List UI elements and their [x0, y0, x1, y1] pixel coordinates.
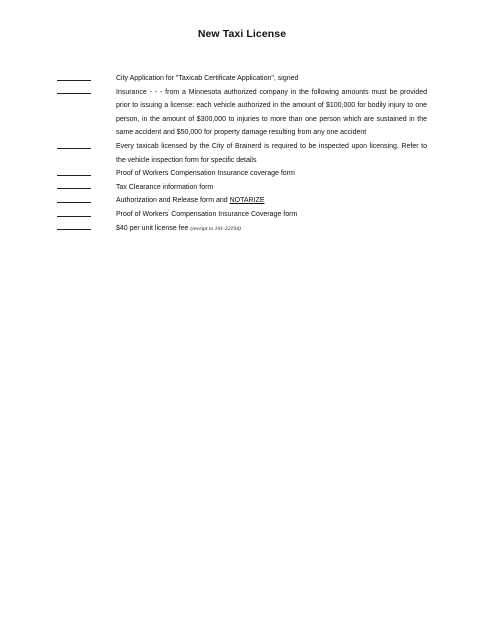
checkbox-blank-line[interactable] [57, 67, 91, 81]
checkbox-blank-line[interactable] [57, 217, 91, 231]
checklist-item-workers-comp-coverage [57, 208, 427, 222]
checklist-item-text: Tax Clearance information form [116, 183, 214, 191]
checklist-item-text-main: Authorization and Release form and [116, 197, 230, 205]
checklist-item-text [116, 208, 427, 222]
checklist-item-text [116, 194, 427, 208]
apostrophe-mark: ' [168, 208, 170, 214]
checklist-item-text-main: $40 per unit license fee [116, 224, 191, 232]
checkbox-blank-line[interactable] [57, 203, 91, 217]
receipt-note: (receipt to 101-32194) [190, 225, 241, 232]
checklist-item-workers-comp-proof [57, 167, 427, 181]
checklist [57, 72, 427, 236]
checkbox-blank-line[interactable] [57, 81, 91, 95]
checkbox-blank-line[interactable] [57, 135, 91, 149]
checklist-item-city-application [57, 72, 427, 86]
checklist-item-text-main: Proof of Workers [116, 210, 169, 218]
checklist-item-text: City Application for "Taxicab Certificate Application", signed [116, 75, 299, 82]
checklist-item-inspection [57, 140, 427, 167]
checklist-item-text-rest: Compensation Insurance Coverage form [169, 210, 298, 218]
checklist-item-tax-clearance [57, 181, 427, 195]
notarize-emphasis: NOTARIZE [229, 197, 265, 205]
checkbox-blank-line[interactable] [57, 162, 91, 176]
checkbox-blank-line[interactable] [57, 176, 91, 190]
page-title: New Taxi License [197, 28, 287, 40]
checklist-item-insurance [57, 86, 427, 140]
checklist-item-text: Every taxicab licensed by the City of Brainerd is required to be inspected upon licensing. Refer to the vehicle inspection form for specific details [116, 142, 427, 164]
checklist-item-authorization-release [57, 194, 427, 208]
checklist-item-text: Insurance - - - from a Minnesota authorized company in the following amounts must be provided prior to issuing a license: each vehicle authorized in the amount of $100,000 for bodily injury to one person, in the amount of $300,000 to injuries to more than one person which are sustained in the same accident and $50,000 for property damage resulting from any one accident [116, 88, 427, 137]
checklist-item-text [116, 222, 427, 237]
checklist-item-text: Proof of Workers Compensation Insurance coverage form [116, 170, 295, 178]
checkbox-blank-line[interactable] [57, 189, 91, 203]
checklist-item-license-fee [57, 222, 427, 237]
